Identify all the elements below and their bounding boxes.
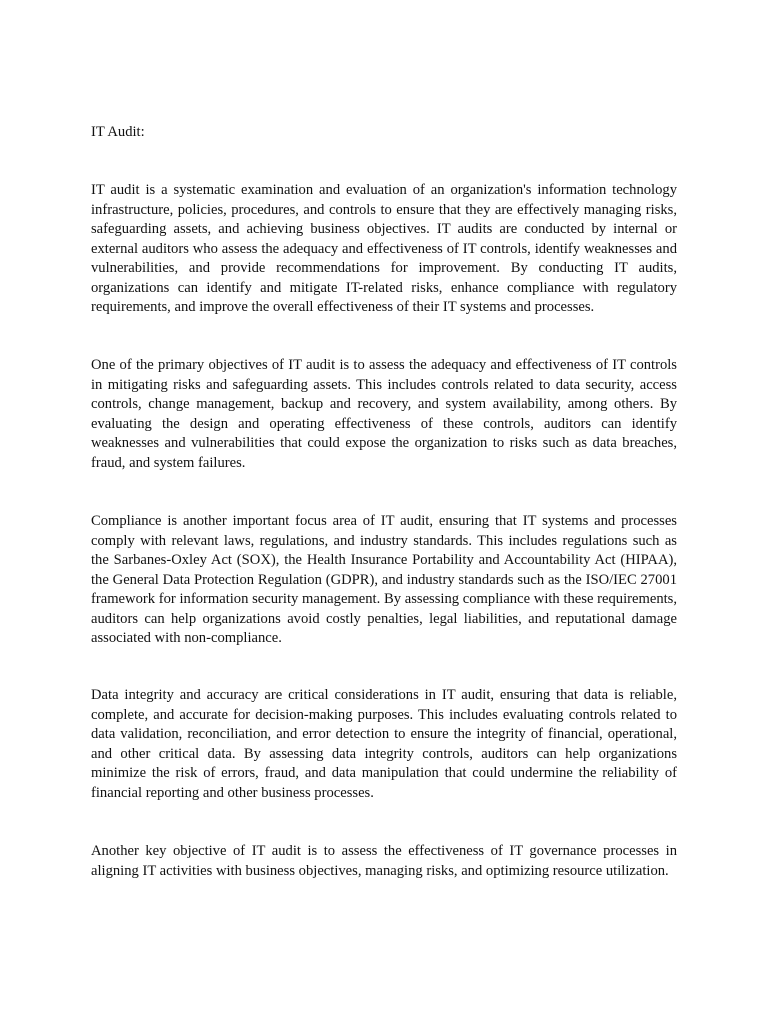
- paragraph-data-integrity: Data integrity and accuracy are critical considerations in IT audit, ensuring that data is reliable, complete, and accurate for decision-making purposes. This includes evaluating controls related to data validation, reconciliation, and error detection to ensure the integrity of financial, operational, and other critical data. By assessing data integrity controls, auditors can help organizations minimize the risk of errors, fraud, and data manipulation that could undermine the reliability of financial reporting and other business processes.: [91, 687, 677, 801]
- document-heading: IT Audit:: [91, 124, 145, 140]
- paragraph-compliance: Compliance is another important focus area of IT audit, ensuring that IT systems and processes comply with relevant laws, regulations, and industry standards. This includes regulations such as the Sarbanes-Oxley Act (SOX), the Health Insurance Portability and Accountability Act (HIPAA), the General Data Protection Regulation (GDPR), and industry standards such as the ISO/IEC 27001 framework for information security management. By assessing compliance with these requirements, auditors can help organizations avoid costly penalties, legal liabilities, and reputational damage associated with non-compliance.: [91, 513, 677, 646]
- paragraph-it-audit-definition: IT audit is a systematic examination and evaluation of an organization's information technology infrastructure, policies, procedures, and controls to ensure that they are effectively managing risks, safeguarding assets, and achieving business objectives. IT audits are conducted by internal or external auditors who assess the adequacy and effectiveness of IT controls, identify weaknesses and vulnerabilities, and provide recommendations for improvement. By conducting IT audits, organizations can identify and mitigate IT-related risks, enhance compliance with regulatory requirements, and improve the overall effectiveness of their IT systems and processes.: [91, 182, 677, 315]
- paragraph-it-controls: One of the primary objectives of IT audit is to assess the adequacy and effectiveness of IT controls in mitigating risks and safeguarding assets. This includes controls related to data security, access controls, change management, backup and recovery, and system availability, among others. By evaluating the design and operating effectiveness of these controls, auditors can identify weaknesses and vulnerabilities that could expose the organization to risks such as data breaches, fraud, and system failures.: [91, 357, 677, 471]
- paragraph-it-governance: Another key objective of IT audit is to assess the effectiveness of IT governance processes in aligning IT activities with business objectives, managing risks, and optimizing resource utilization.: [91, 843, 677, 879]
